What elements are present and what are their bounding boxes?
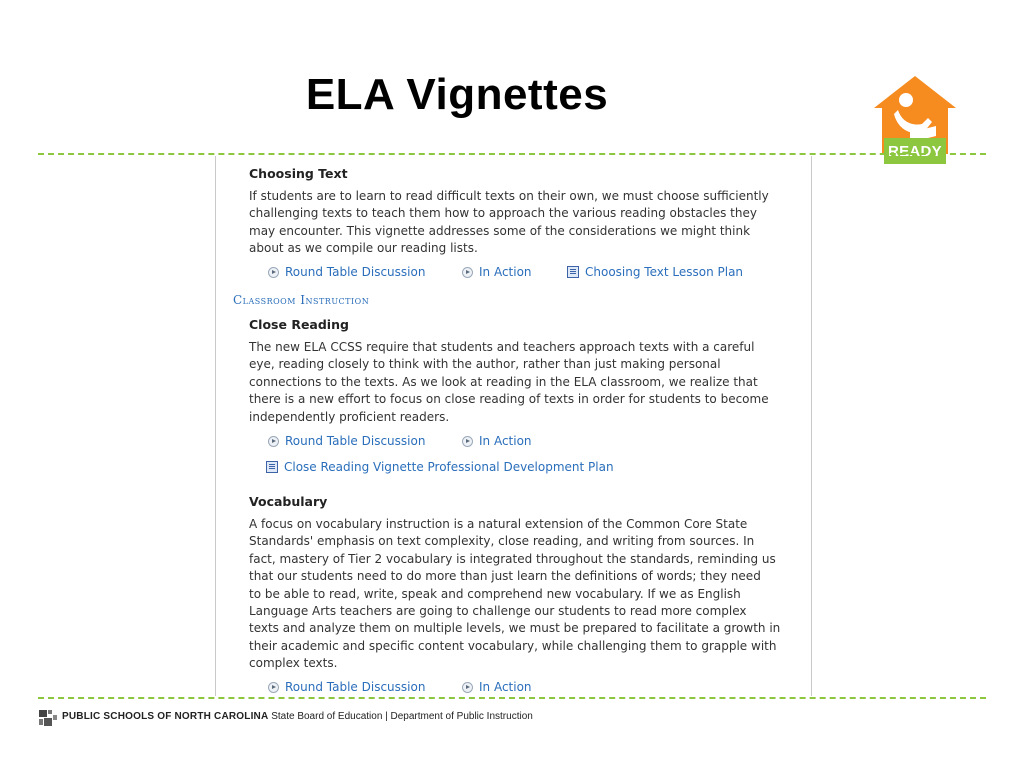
close-reading-in-action-link[interactable]: In Action [462,434,532,448]
close-reading-round-table-link[interactable]: Round Table Discussion [268,434,425,448]
vocabulary-paragraph: A focus on vocabulary instruction is a natural extension of the Common Core State Standards' emphasis on text complexity, close reading, and writing from sources. In fact, mastery of Tier 2 vocabulary is integrated throughout the standards, reminding us that our students need to do more than just learn the definitions of words; they need to be able to read, write, speak and comprehend new vocabulary. If we as English Language Arts teachers are going to challenge our students to read more complex texts and analyze them on multiple levels, we must be prepared to facilitate a growth in their academic and specific content vocabulary, while challenging them to grapple with complex texts. [249,517,781,671]
close-reading-heading: Close Reading [249,317,349,332]
vocabulary-round-table-link[interactable]: Round Table Discussion [268,680,425,694]
footer-rest: State Board of Education | Department of Public Instruction [271,711,533,722]
document-icon [567,266,579,278]
ready-logo-text: READY [887,143,942,160]
footer-text [62,711,533,722]
play-icon [462,682,473,693]
choosing-text-round-table-link[interactable]: Round Table Discussion [268,265,425,279]
play-icon [268,436,279,447]
vocabulary-heading: Vocabulary [249,494,328,509]
choosing-text-paragraph: If students are to learn to read difficult texts on their own, we must choose sufficiently challenging texts to teach them how to approach the various reading obstacles they may encounter. This vignette addresses some of the considerations we might think about as we compile our reading lists. [249,189,769,256]
play-icon [462,267,473,278]
choosing-text-lesson-plan-link[interactable]: Choosing Text Lesson Plan [567,265,743,279]
close-reading-paragraph: The new ELA CCSS require that students and teachers approach texts with a careful eye, reading closely to think with the author, rather than just making personal connections to the texts. As we look at reading in the ELA classroom, we realize that there is a new effort to focus on close reading of texts in order for students to become independently proficient readers. [249,340,769,424]
content-panel [215,156,812,696]
play-icon [268,682,279,693]
bottom-divider [38,697,986,699]
play-icon [462,436,473,447]
vocabulary-in-action-link[interactable]: In Action [462,680,532,694]
footer-org: PUBLIC SCHOOLS OF NORTH CAROLINA [62,711,269,722]
choosing-text-heading: Choosing Text [249,166,348,181]
top-divider [38,153,986,155]
choosing-text-in-action-link[interactable]: In Action [462,265,532,279]
nc-seal-icon [38,709,58,727]
play-icon [268,267,279,278]
page-title: ELA Vignettes [305,70,609,119]
classroom-instruction-label: Classroom Instruction [233,293,370,307]
close-reading-pd-plan-link[interactable]: Close Reading Vignette Professional Development Plan [266,460,614,474]
document-icon [266,461,278,473]
